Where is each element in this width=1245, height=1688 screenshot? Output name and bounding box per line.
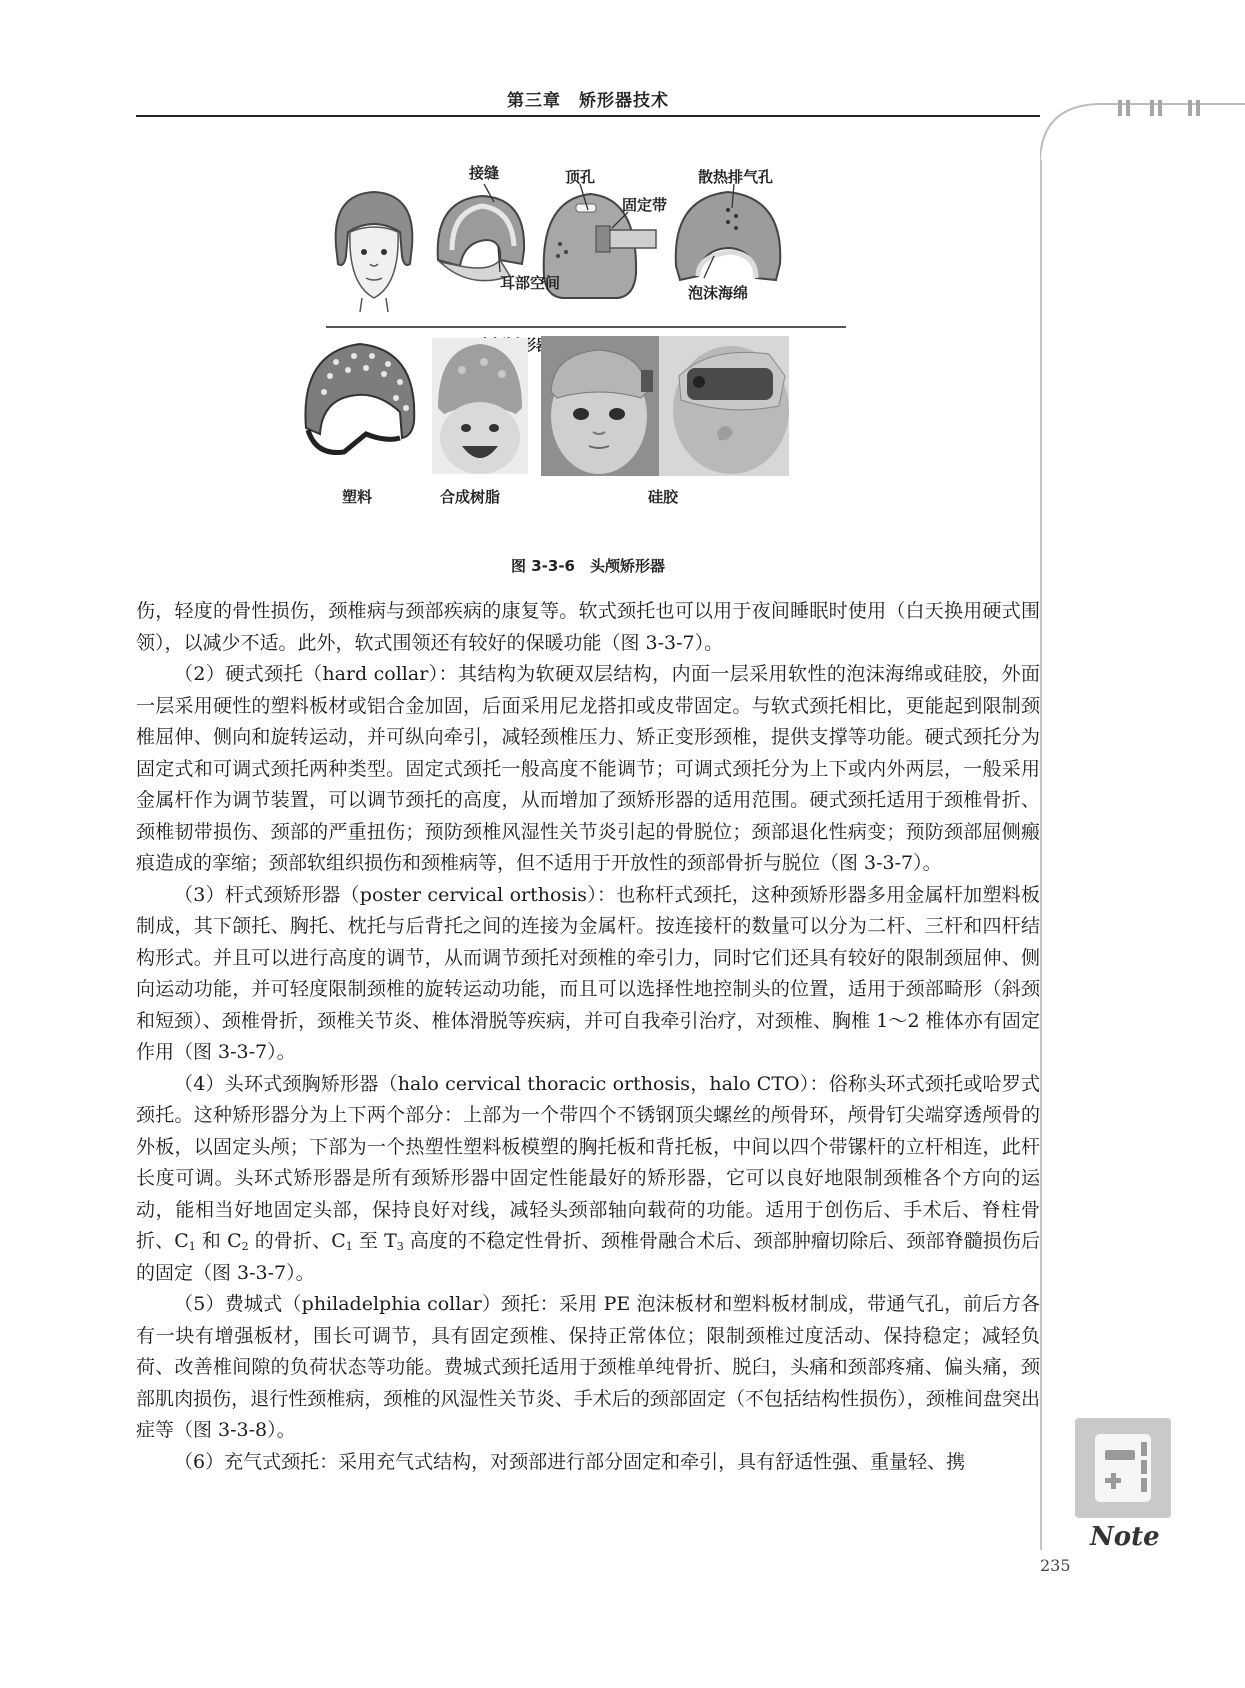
conjunction: 和 bbox=[195, 1230, 228, 1252]
halo-text-a: （4）头环式颈胸矫形器（halo cervical thoracic orthosis，halo CTO）：俗称头环式颈托或哈罗式颈托。这种矫形器分为上下两个部分：上部为一个带四个不锈钢顶尖螺丝的颅骨环，颅骨钉尖端穿透颅骨的外板，以固定头颅；下部为一个热塑性塑料板模塑的胸托板和背托板，中间以四个带镙杆的立杆相连，此杆长度可调。头环式矫形器是所有颈矫形器中固定性能最好的矫形器，它可以良好地限制颈椎各个方向的运动，能相当好地固定头部，保持良好对线，减轻头颈部轴向载荷的功能。适用于创伤后、手术后、脊柱骨折、 bbox=[136, 1072, 1040, 1252]
subscript: 1 bbox=[345, 1240, 353, 1253]
paragraph-halo-cto bbox=[136, 1069, 1040, 1290]
label-seam: 接缝 bbox=[469, 164, 500, 182]
label-strap: 固定带 bbox=[622, 196, 668, 214]
figure-divider bbox=[326, 326, 846, 328]
silicone-helmet-photo-side bbox=[659, 336, 789, 476]
paragraph-inflatable-collar: （6）充气式颈托：采用充气式结构，对颈部进行部分固定和牵引，具有舒适性强、重量轻、携 bbox=[174, 1450, 966, 1473]
paragraph-poster-orthosis: （3）杆式颈矫形器（poster cervical orthosis）：也称杆式颈托，这种颈矫形器多用金属杆加塑料板制成，其下颌托、胸托、枕托与后背托之间的连接为金属杆。按连接杆的数量可以分为二杆、三杆和四杆结构形式。并且可以进行高度的调节，从而调节颈托对颈椎的牵引力，同时它们还具有较好的限制颈屈伸、侧向运动功能，并可轻度限制颈椎的旋转运动功能，而且可以选择性地控制头的位置，适用于颈部畸形（斜颈和短颈）、颈椎骨折，颈椎关节炎、椎体滑脱等疾病，并可自我牵引治疗，对颈椎、胸椎 1～2 椎体亦有固定作用（图 3-3-7）。 bbox=[136, 883, 1040, 1063]
label-top-hole: 顶孔 bbox=[565, 168, 596, 186]
label-ear-space: 耳部空间 bbox=[500, 274, 561, 292]
vertebra-c: C bbox=[331, 1230, 346, 1252]
body-text bbox=[136, 596, 1040, 1478]
label-vent-holes: 散热排气孔 bbox=[698, 168, 774, 186]
subscript: 3 bbox=[396, 1240, 404, 1253]
paragraph-philadelphia-collar: （5）费城式（philadelphia collar）颈托：采用 PE 泡沫板材和塑料板材制成，带通气孔，前后方各有一块有增强板材，围长可调节，具有固定颈椎、保持正常体位；限制颈椎过度活动、保持稳定；减轻负荷、改善椎间隙的负荷状态等功能。费城式颈托适用于颈椎单纯骨折、脱臼，头痛和颈部疼痛、偏头痛，颈部肌肉损伤，退行性颈椎病，颈椎的风湿性关节炎、手术后的颈部固定（不包括结构性损伤），颈椎间盘突出症等（图 3-3-8）。 bbox=[136, 1293, 1040, 1441]
paragraph-soft-collar-end: 伤，轻度的骨性损伤，颈椎病与颈部疾病的康复等。软式颈托也可以用于夜间睡眠时使用（白天换用硬式围领），以减少不适。此外，软式围领还有较好的保暖功能（图 3-3-7）。 bbox=[136, 600, 1040, 654]
note-icon bbox=[1075, 1418, 1171, 1518]
silicone-helmet-photo-front bbox=[541, 336, 659, 476]
subscript: 2 bbox=[241, 1240, 249, 1253]
vertebra-c: C bbox=[227, 1230, 242, 1252]
figure-caption: 图 3-3-6 头颅矫形器 bbox=[511, 557, 665, 575]
plastic-helmet-photo bbox=[296, 338, 422, 474]
note-label: Note bbox=[1090, 1522, 1160, 1552]
running-header: 第三章 矫形器技术 bbox=[507, 91, 669, 111]
material-label-resin: 合成树脂 bbox=[440, 488, 501, 506]
vertebra-t: T bbox=[384, 1230, 397, 1252]
page-number: 235 bbox=[1040, 1556, 1071, 1575]
material-label-plastic: 塑料 bbox=[342, 488, 373, 506]
halo-text-b: 高度的不稳定性骨折、颈椎骨融合术后、颈部肿瘤切除后、颈部脊髓损伤后的固定（图 3-3-7）。 bbox=[136, 1230, 1040, 1284]
vertebra-c: C bbox=[174, 1230, 189, 1252]
figure-cranial-orthosis bbox=[0, 0, 1245, 600]
halo-text-mid: 的骨折、 bbox=[248, 1230, 332, 1252]
label-foam: 泡沫海绵 bbox=[688, 284, 749, 302]
subscript: 1 bbox=[188, 1240, 196, 1253]
resin-helmet-photo bbox=[432, 338, 528, 474]
label-leader-lines bbox=[0, 0, 1245, 330]
conjunction: 至 bbox=[352, 1230, 385, 1252]
paragraph-hard-collar: （2）硬式颈托（hard collar）：其结构为软硬双层结构，内面一层采用软性的泡沫海绵或硅胶，外面一层采用硬性的塑料板材或铝合金加固，后面采用尼龙搭扣或皮带固定。与软式颈托相比，更能起到限制颈椎屈伸、侧向和旋转运动，并可纵向牵引，减轻颈椎压力、矫正变形颈椎，提供支撑等功能。硬式颈托分为固定式和可调式颈托两种类型。固定式颈托一般高度不能调节；可调式颈托分为上下或内外两层，一般采用金属杆作为调节装置，可以调节颈托的高度，从而增加了颈矫形器的适用范围。硬式颈托适用于颈椎骨折、颈椎韧带损伤、颈部的严重扭伤；预防颈椎风湿性关节炎引起的骨脱位；颈部退化性病变；预防颈部屈侧瘢痕造成的挛缩；颈部软组织损伤和颈椎病等，但不适用于开放性的颈部骨折与脱位（图 3-3-7）。 bbox=[136, 663, 1040, 874]
material-label-silicone: 硅胶 bbox=[648, 488, 679, 506]
